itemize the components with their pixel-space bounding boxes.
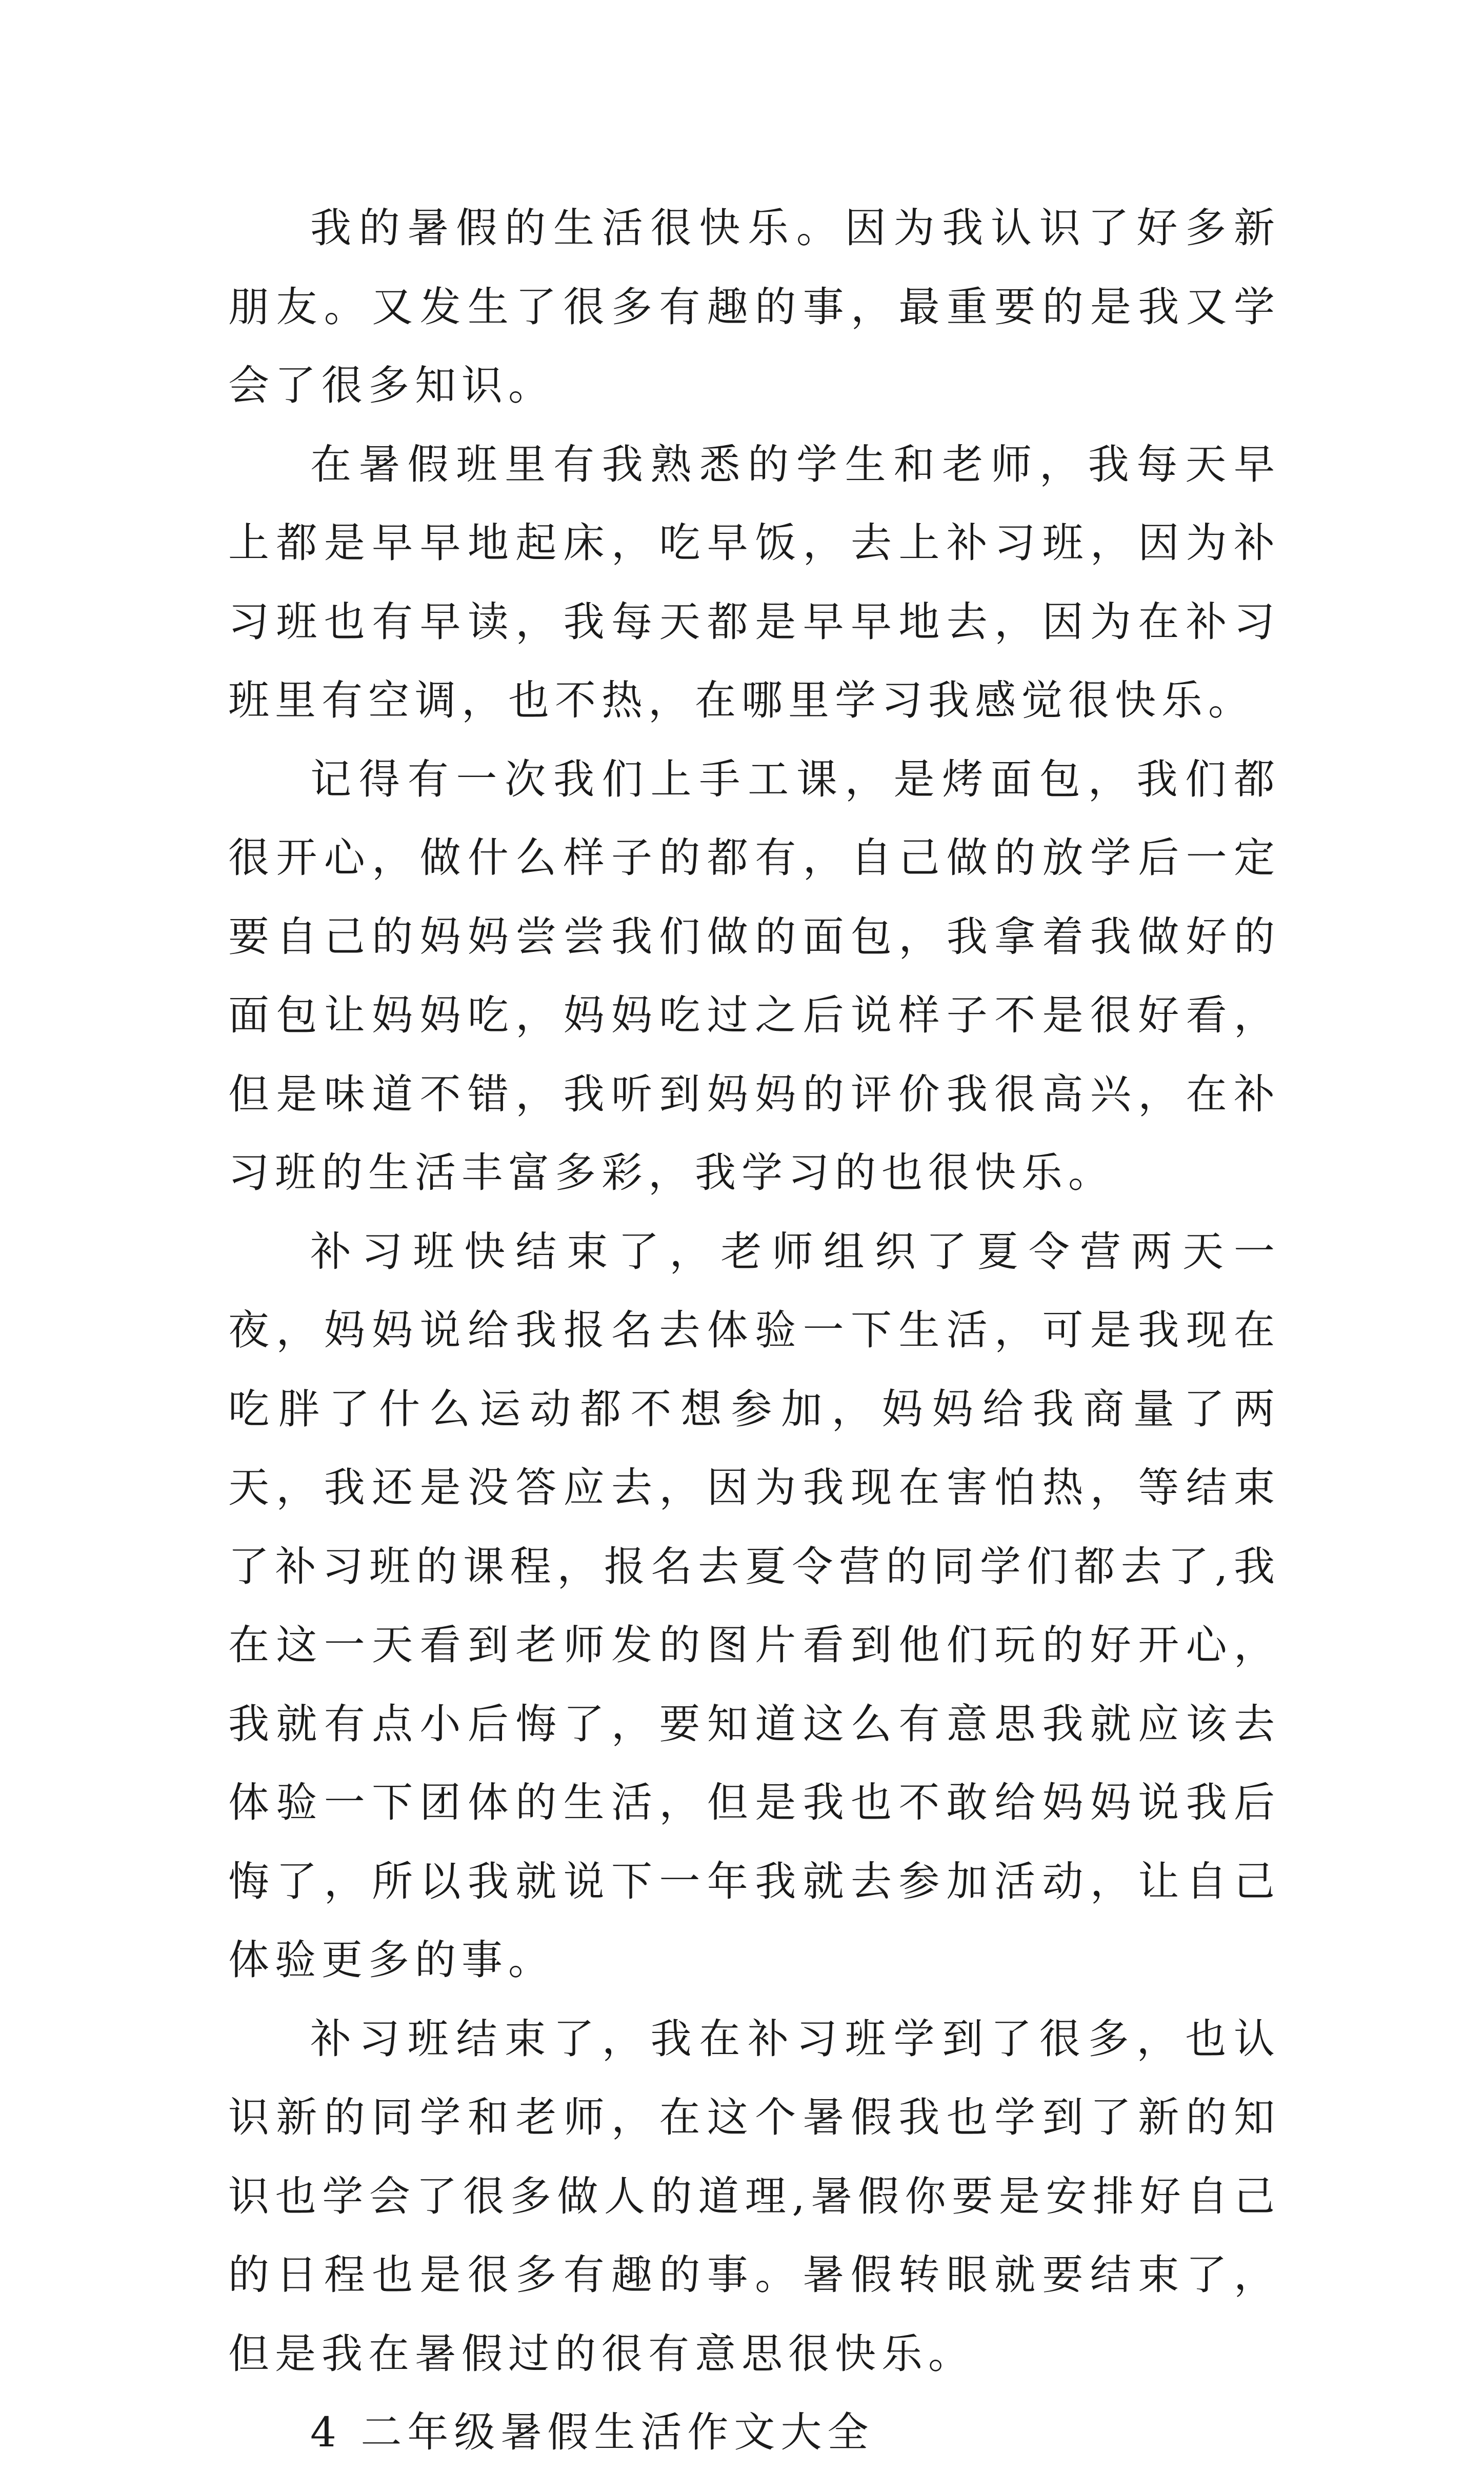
paragraph-1: 我的暑假的生活很快乐。因为我认识了好多新朋友。又发生了很多有趣的事，最重要的是我又学会了很多知识。 — [228, 204, 1280, 409]
paragraph-2: 在暑假班里有我熟悉的学生和老师，我每天早上都是早早地起床，吃早饭，去上补习班，因为补习班也有早读，我每天都是早早地去，因为在补习班里有空调，也不热，在哪里学习我感觉很快乐。 — [228, 440, 1280, 724]
document-body — [228, 189, 1280, 2472]
paragraph-4: 补习班快结束了，老师组织了夏令营两天一夜，妈妈说给我报名去体验一下生活，可是我现在吃胖了什么运动都不想参加，妈妈给我商量了两天，我还是没答应去，因为我现在害怕热，等结束了补习班的课程，报名去夏令营的同学们都去了,我在这一天看到老师发的图片看到他们玩的好开心，我就有点小后悔了，要知道这么有意思我就应该去体验一下团体的生活，但是我也不敢给妈妈说我后悔了，所以我就说下一年我就去参加活动，让自己体验更多的事。 — [228, 1227, 1280, 1984]
paragraph-5: 补习班结束了，我在补习班学到了很多，也认识新的同学和老师，在这个暑假我也学到了新的知识也学会了很多做人的道理,暑假你要是安排好自己的日程也是很多有趣的事。暑假转眼就要结束了，但是我在暑假过的很有意思很快乐。 — [228, 2015, 1280, 2378]
paragraph-3: 记得有一次我们上手工课，是烤面包，我们都很开心，做什么样子的都有，自己做的放学后一定要自己的妈妈尝尝我们做的面包，我拿着我做好的面包让妈妈吃，妈妈吃过之后说样子不是很好看，但是味道不错，我听到妈妈的评价我很高兴，在补习班的生活丰富多彩，我学习的也很快乐。 — [228, 755, 1280, 1197]
section-heading: 4 二年级暑假生活作文大全 — [310, 2408, 874, 2456]
